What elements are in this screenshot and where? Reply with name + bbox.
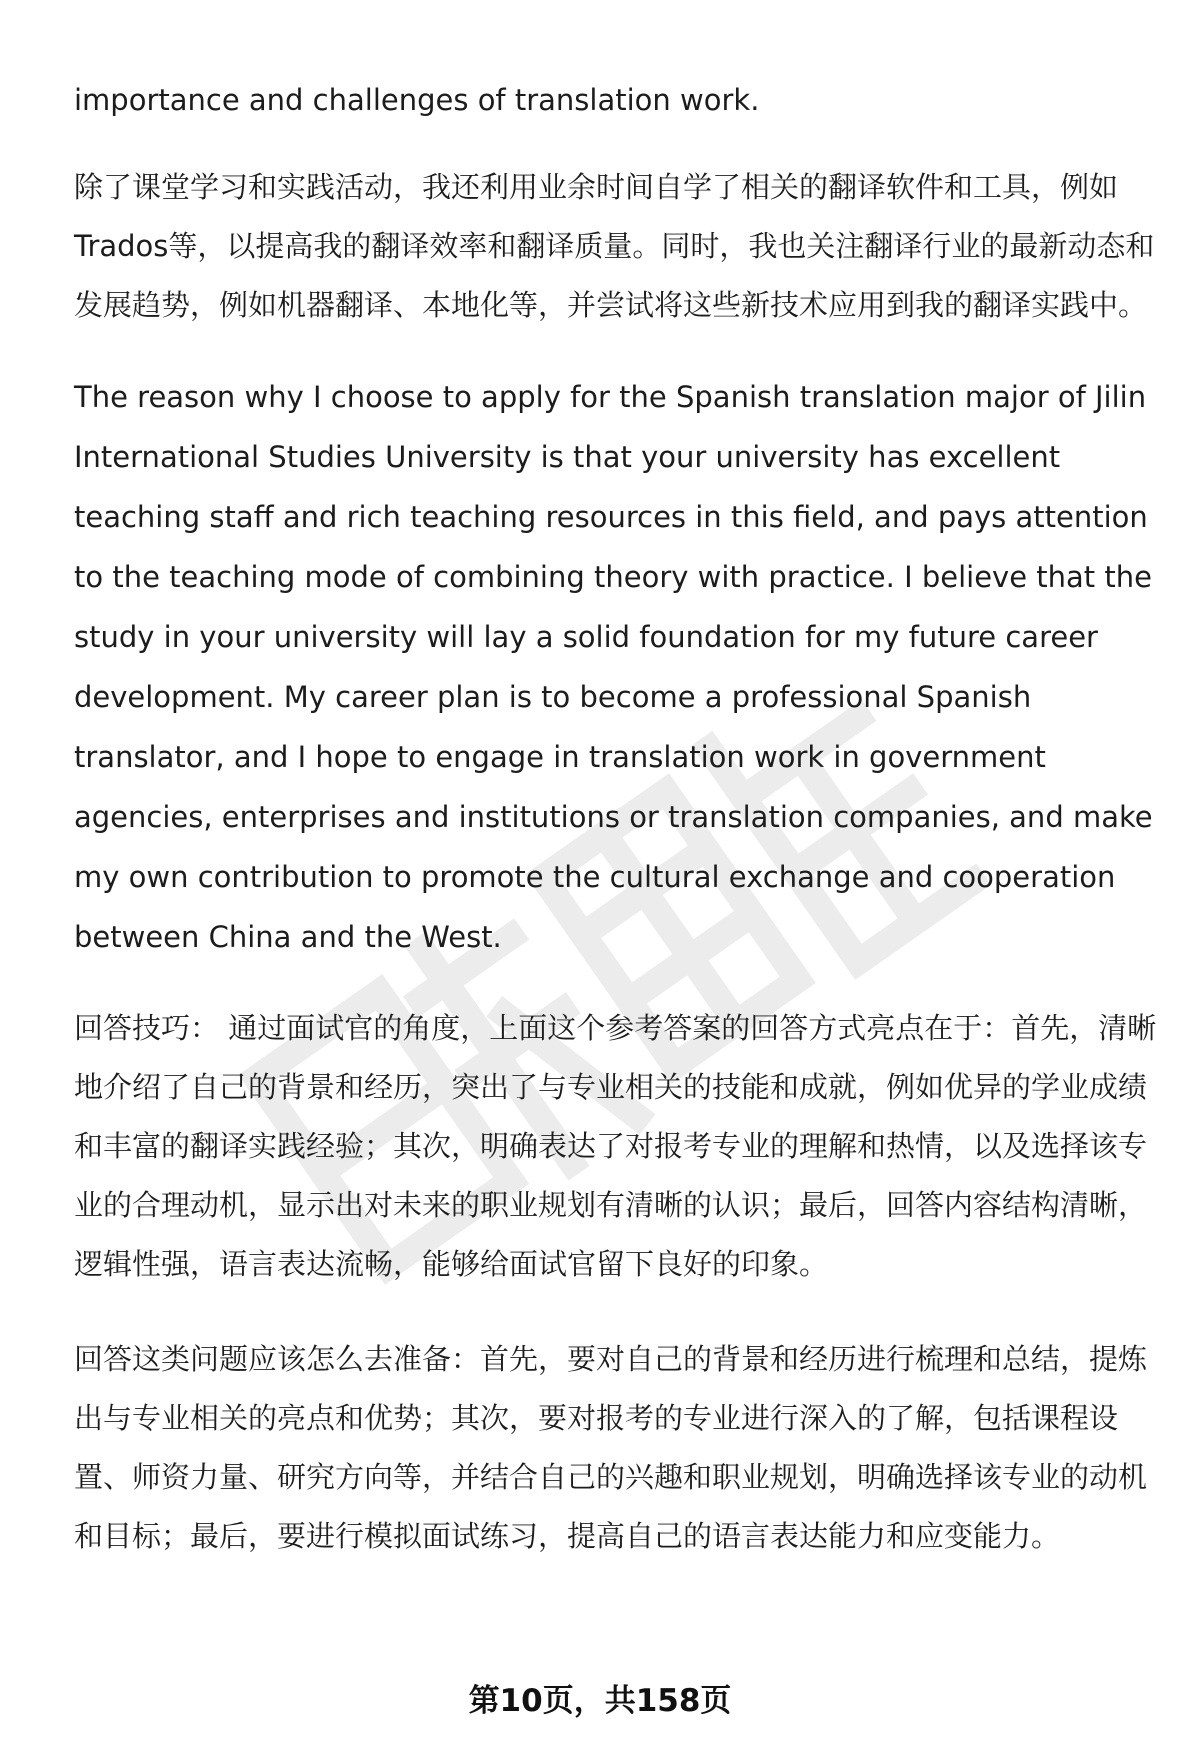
page-number: 第10页，共158页 bbox=[468, 1683, 732, 1719]
paragraph-intro-tail: importance and challenges of translation work. bbox=[74, 83, 760, 117]
paragraph-preparation: 回答这类问题应该怎么去准备：首先，要对自己的背景和经历进行梳理和总结，提炼出与专业相关的亮点和优势；其次，要对报考的专业进行深入的了解，包括课程设置、师资力量、研究方向等，并结合自己的兴趣和职业规划，明确选择该专业的动机和目标；最后，要进行模拟面试练习，提高自己的语言表达能力和应变能力。 bbox=[74, 1342, 1148, 1553]
document-body bbox=[74, 70, 1164, 1566]
paragraph-answer-tips: 回答技巧： 通过面试官的角度，上面这个参考答案的回答方式亮点在于：首先，清晰地介绍了自己的背景和经历，突出了与专业相关的技能和成就，例如优异的学业成绩和丰富的翻译实践经验；其次，明确表达了对报考专业的理解和热情，以及选择该专业的合理动机，显示出对未来的职业规划有清晰的认识；最后，回答内容结构清晰，逻辑性强，语言表达流畅，能够给面试官留下良好的印象。 bbox=[74, 1011, 1157, 1281]
paragraph-self-study: 除了课堂学习和实践活动，我还利用业余时间自学了相关的翻译软件和工具，例如Trados等，以提高我的翻译效率和翻译质量。同时，我也关注翻译行业的最新动态和发展趋势，例如机器翻译、本地化等，并尝试将这些新技术应用到我的翻译实践中。 bbox=[74, 170, 1155, 322]
paragraph-reason-career-plan: The reason why I choose to apply for the Spanish translation major of Jilin International Studies University is that your university has excellent teaching staff and rich teaching resources in this field, and pays attention to the teaching mode of combining theory with practice. I believe that the study in your university will lay a solid foundation for my future career development. My career plan is to become a professional Spanish translator, and I hope to engage in translation work in government agencies, enterprises and institutions or translation companies, and make my own contribution to promote the cultural exchange and cooperation between China and the West. bbox=[74, 380, 1153, 954]
